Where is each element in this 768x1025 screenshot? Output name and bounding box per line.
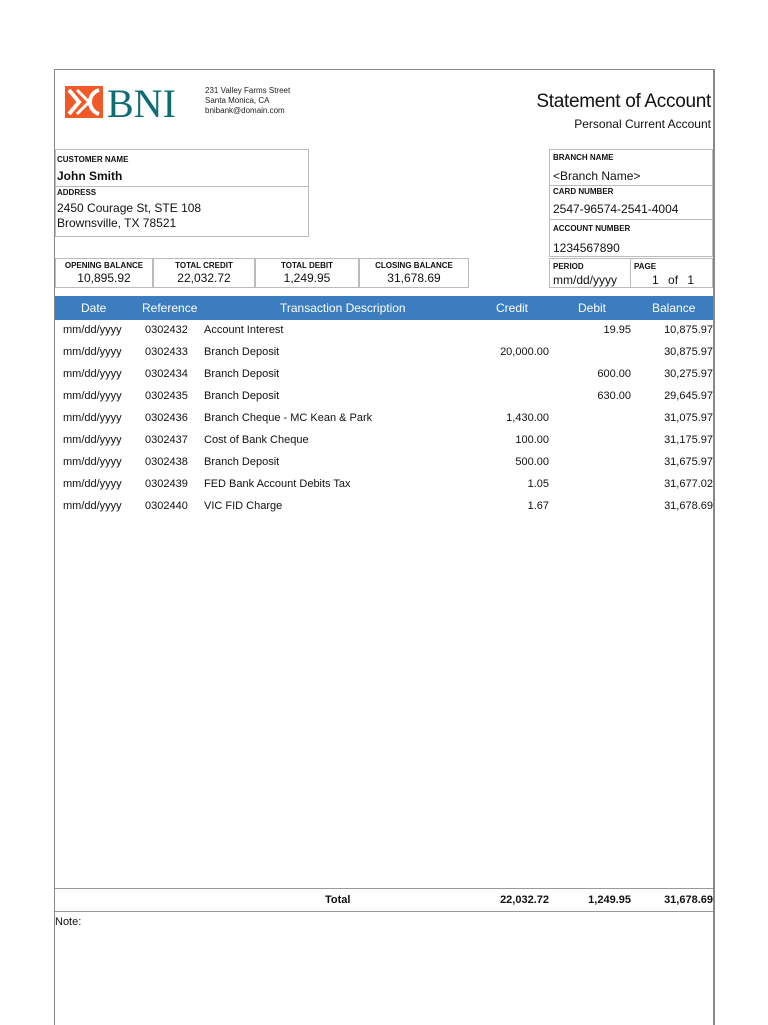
transaction-date: mm/dd/yyyy <box>63 368 122 380</box>
total-balance: 31,678.69 <box>664 894 713 906</box>
table-header <box>55 296 713 320</box>
page-current: 1 <box>652 273 659 287</box>
total-credit-value: 22,032.72 <box>177 271 231 285</box>
transaction-reference: 0302436 <box>145 412 188 424</box>
table-row <box>55 342 713 364</box>
address-line2: Brownsville, TX 78521 <box>57 216 177 230</box>
bank-address <box>205 86 290 116</box>
account-number: 1234567890 <box>553 241 620 255</box>
address-label: ADDRESS <box>57 188 97 197</box>
page-title: Statement of Account <box>536 91 711 112</box>
customer-box <box>55 149 309 237</box>
transaction-description: Branch Deposit <box>204 346 280 358</box>
opening-balance-value: 10,895.92 <box>77 271 131 285</box>
transaction-balance: 31,175.97 <box>664 434 713 446</box>
transaction-description: Account Interest <box>204 324 284 336</box>
account-number-label: ACCOUNT NUMBER <box>553 224 631 233</box>
card-number: 2547-96574-2541-4004 <box>553 202 679 216</box>
page-number <box>652 273 694 287</box>
transaction-description: Branch Cheque - MC Kean & Park <box>204 412 373 424</box>
account-info-box <box>549 149 713 257</box>
transaction-credit: 1.67 <box>527 500 549 512</box>
transaction-balance: 10,875.97 <box>664 324 713 336</box>
total-debit-label: TOTAL DEBIT <box>281 261 333 270</box>
bank-email: bnibank@domain.com <box>205 106 285 115</box>
transaction-date: mm/dd/yyyy <box>63 346 122 358</box>
table-row <box>55 386 713 408</box>
table-row <box>55 320 713 342</box>
transaction-date: mm/dd/yyyy <box>63 324 122 336</box>
transaction-description: Cost of Bank Cheque <box>204 434 309 446</box>
table-row <box>55 364 713 386</box>
transaction-credit: 500.00 <box>515 456 549 468</box>
customer-name: John Smith <box>57 169 123 183</box>
period-value: mm/dd/yyyy <box>553 273 618 287</box>
branch-label: BRANCH NAME <box>553 153 614 162</box>
transaction-date: mm/dd/yyyy <box>63 412 122 424</box>
transaction-reference: 0302437 <box>145 434 188 446</box>
transaction-reference: 0302438 <box>145 456 188 468</box>
opening-balance-label: OPENING BALANCE <box>64 261 144 270</box>
transaction-credit: 20,000.00 <box>500 346 549 358</box>
customer-name-label: CUSTOMER NAME <box>57 155 129 164</box>
table-row <box>55 474 713 496</box>
column-credit: Credit <box>496 301 529 315</box>
column-reference: Reference <box>142 301 198 315</box>
transaction-balance: 31,677.02 <box>664 478 713 490</box>
transaction-credit: 1,430.00 <box>506 412 549 424</box>
total-credit-cell <box>153 258 255 288</box>
transaction-date: mm/dd/yyyy <box>63 434 122 446</box>
transaction-credit: 100.00 <box>515 434 549 446</box>
address-line1: 2450 Courage St, STE 108 <box>57 201 202 215</box>
transaction-description: Branch Deposit <box>204 390 280 402</box>
transaction-description: FED Bank Account Debits Tax <box>204 478 351 490</box>
transaction-date: mm/dd/yyyy <box>63 390 122 402</box>
bni-logo-text: BNI <box>107 82 176 122</box>
bank-address-line2: Santa Monica, CA <box>205 96 270 105</box>
transaction-description: Branch Deposit <box>204 368 280 380</box>
total-credit-label: TOTAL CREDIT <box>175 261 233 270</box>
transaction-date: mm/dd/yyyy <box>63 478 122 490</box>
total-credit: 22,032.72 <box>500 894 549 906</box>
transaction-balance: 29,645.97 <box>664 390 713 402</box>
transaction-balance: 31,675.97 <box>664 456 713 468</box>
transaction-balance: 30,275.97 <box>664 368 713 380</box>
total-label: Total <box>325 894 351 906</box>
transaction-debit: 19.95 <box>603 324 631 336</box>
transaction-date: mm/dd/yyyy <box>63 500 122 512</box>
closing-balance-value: 31,678.69 <box>387 271 441 285</box>
page-total: 1 <box>687 273 695 287</box>
transaction-balance: 31,678.69 <box>664 500 713 512</box>
table-row <box>55 430 713 452</box>
statement-page <box>54 69 715 1025</box>
bni-logo-mark-icon <box>65 86 103 118</box>
page-subtitle: Personal Current Account <box>574 117 711 131</box>
bni-logo <box>63 82 203 122</box>
transaction-reference: 0302434 <box>145 368 188 380</box>
table-row <box>55 452 713 474</box>
column-description: Transaction Description <box>280 301 406 315</box>
page-label: PAGE <box>634 262 657 271</box>
period-page-box <box>549 258 713 288</box>
total-debit-value: 1,249.95 <box>283 271 331 285</box>
transaction-reference: 0302433 <box>145 346 188 358</box>
transaction-description: Branch Deposit <box>204 456 280 468</box>
transaction-credit: 1.05 <box>527 478 549 490</box>
page-of: of <box>668 273 679 287</box>
table-row <box>55 496 713 518</box>
total-debit-cell <box>255 258 359 288</box>
transaction-reference: 0302439 <box>145 478 188 490</box>
column-debit: Debit <box>578 301 607 315</box>
transaction-reference: 0302440 <box>145 500 188 512</box>
period-label: PERIOD <box>553 262 584 271</box>
transaction-balance: 31,075.97 <box>664 412 713 424</box>
closing-balance-cell <box>359 258 469 288</box>
column-date: Date <box>81 301 107 315</box>
transaction-debit: 600.00 <box>597 368 631 380</box>
table-row <box>55 408 713 430</box>
total-row <box>55 888 713 912</box>
closing-balance-label: CLOSING BALANCE <box>375 261 453 270</box>
branch-name: <Branch Name> <box>553 169 641 183</box>
transaction-balance: 30,875.97 <box>664 346 713 358</box>
total-debit: 1,249.95 <box>588 894 631 906</box>
transaction-debit: 630.00 <box>597 390 631 402</box>
card-number-label: CARD NUMBER <box>553 187 614 196</box>
note-label: Note: <box>55 916 82 928</box>
transaction-reference: 0302432 <box>145 324 188 336</box>
opening-balance-cell <box>55 258 153 288</box>
bank-address-line1: 231 Valley Farms Street <box>205 86 291 95</box>
column-balance: Balance <box>652 301 696 315</box>
transaction-reference: 0302435 <box>145 390 188 402</box>
transaction-description: VIC FID Charge <box>204 500 283 512</box>
transaction-date: mm/dd/yyyy <box>63 456 122 468</box>
